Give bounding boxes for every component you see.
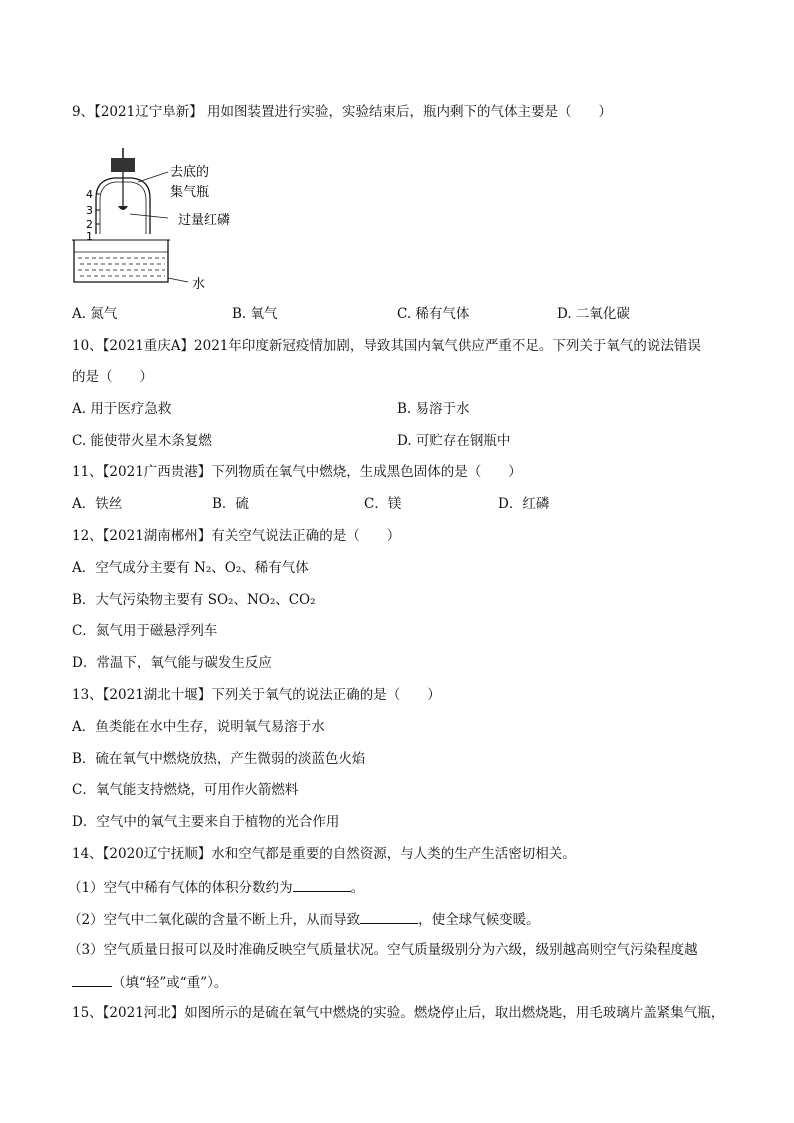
q10-option-a: A. 用于医疗急救 (72, 401, 172, 417)
q12-stem: 12、【2021湖南郴州】有关空气说法正确的是（ ） (72, 528, 401, 544)
q9-text: 用如图装置进行实验，实验结束后，瓶内剩下的气体主要是（ ） (207, 104, 612, 120)
q13-option-c: C．氧气能支持燃烧，可用作火箭燃料 (72, 782, 299, 798)
q11-option-c: C．镁 (364, 496, 402, 512)
q10-option-b: B. 易溶于水 (397, 401, 470, 417)
q12-option-a: A．空气成分主要有 N₂、O₂、稀有气体 (72, 560, 309, 576)
q10-stem-line2: 的是（ ） (72, 369, 153, 385)
q14-part2-text: （2）空气中二氧化碳的含量不断上升，从而导致 (68, 912, 361, 928)
q13-option-b: B．硫在氧气中燃烧放热，产生微弱的淡蓝色火焰 (72, 751, 366, 767)
q14-stem: 14、【2020辽宁抚顺】水和空气都是重要的自然资源，与人类的生产生活密切相关。 (72, 846, 576, 862)
q9-option-c: C. 稀有气体 (397, 306, 470, 322)
label-bottle-2: 集气瓶 (170, 185, 210, 200)
q14-blank-1[interactable] (293, 877, 351, 892)
q14-part2 (68, 909, 540, 929)
q9-number: 9、 (72, 104, 95, 120)
q12-option-d: D．常温下，氧气能与碳发生反应 (72, 655, 272, 671)
q9-source: 【2021辽宁阜新】 (94, 104, 203, 120)
q14-part1-text: （1）空气中稀有气体的体积分数约为 (68, 880, 293, 896)
label-phosphorus: 过量红磷 (178, 213, 231, 228)
q14-blank-2[interactable] (360, 909, 418, 924)
scale-2: 2 (86, 218, 93, 231)
q13-option-d: D．空气中的氧气主要来自于植物的光合作用 (72, 814, 340, 830)
q10-option-d: D. 可贮存在钢瓶中 (397, 433, 511, 449)
q11-stem: 11、【2021广西贵港】下列物质在氧气中燃烧，生成黑色固体的是（ ） (72, 464, 522, 480)
scale-4: 4 (86, 188, 93, 201)
q9-apparatus-figure (70, 148, 310, 308)
q12-option-c: C．氮气用于磁悬浮列车 (72, 623, 218, 639)
stopper (111, 158, 135, 172)
q11-option-d: D．红磷 (498, 496, 550, 512)
water-surface (78, 258, 165, 276)
q14-part2-end: ，使全球气候变暖。 (418, 912, 540, 928)
scale-1: 1 (86, 230, 93, 243)
q13-option-a: A．鱼类能在水中生存，说明氧气易溶于水 (72, 719, 325, 735)
q12-option-b: B．大气污染物主要有 SO₂、NO₂、CO₂ (72, 592, 316, 608)
q14-part1-end: 。 (350, 880, 365, 896)
q14-part3-end: （填“轻”或“重”）。 (112, 975, 228, 991)
q13-stem: 13、【2021湖北十堰】下列关于氧气的说法正确的是（ ） (72, 687, 441, 703)
q9-stem (72, 103, 612, 121)
q15-stem: 15、【2021河北】如图所示的是硫在氧气中燃烧的实验。燃烧停止后，取出燃烧匙，用毛玻璃片盖紧集气瓶， (72, 1005, 725, 1021)
q11-option-b: B．硫 (212, 496, 249, 512)
q9-option-a: A. 氮气 (72, 306, 118, 322)
scale-3: 3 (86, 204, 93, 217)
q9-option-b: B. 氧气 (232, 306, 278, 322)
q14-part3-line2 (72, 972, 227, 992)
q9-option-d: D. 二氧化碳 (557, 306, 630, 322)
q10-option-c: C. 能使带火星木条复燃 (72, 433, 212, 449)
q14-part1 (68, 877, 364, 897)
q11-option-a: A．铁丝 (72, 496, 123, 512)
label-bottle: 去底的 (170, 165, 210, 180)
label-water: 水 (192, 277, 206, 292)
q14-blank-3[interactable] (72, 972, 112, 987)
q14-part3-line1: （3）空气质量日报可以及时准确反映空气质量状况。空气质量级别分为六级，级别越高则空气污染程度越 (68, 942, 698, 958)
combustion-spoon (118, 206, 128, 210)
q10-stem-line1: 10、【2021重庆A】2021年印度新冠疫情加剧，导致其国内氧气供应严重不足。下列关于氧气的说法错误 (72, 338, 701, 354)
